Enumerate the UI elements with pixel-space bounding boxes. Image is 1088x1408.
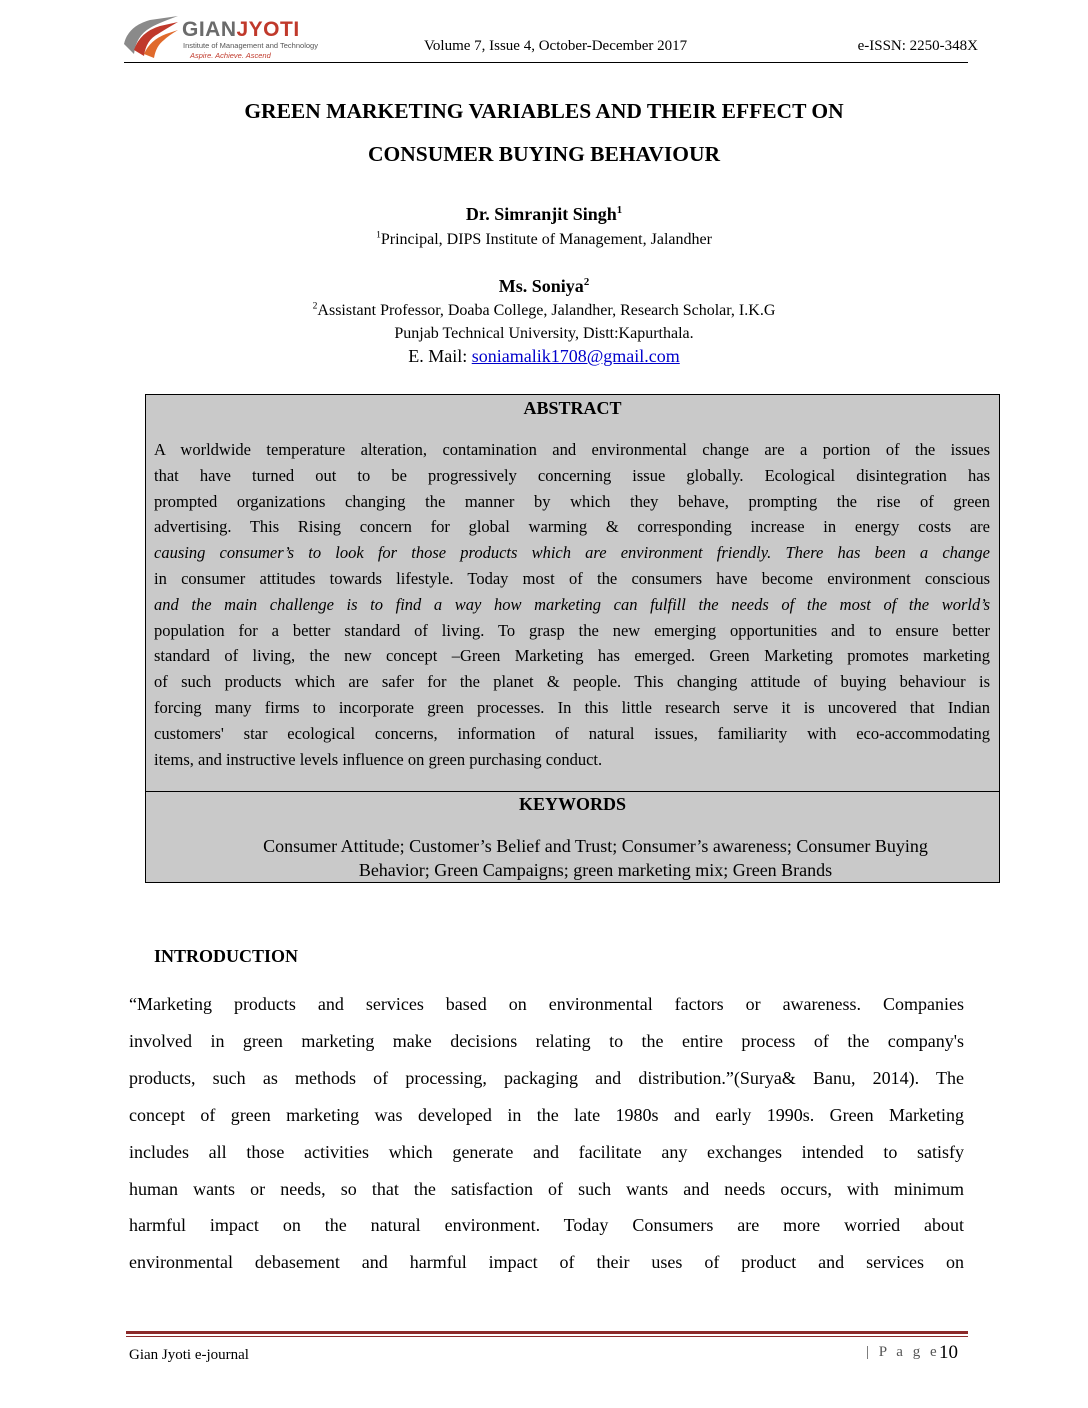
keywords-heading: KEYWORDS: [518, 794, 626, 814]
logo-wordmark: GIANJYOTI: [182, 18, 300, 41]
logo-subtitle: Institute of Management and Technology: [183, 41, 318, 50]
journal-logo: [120, 14, 335, 62]
intro-line: products, such as methods of processing, packaging and distribution.”(Surya& Banu, 2014). The: [129, 1067, 964, 1088]
author-affiliation: $^2$Assistant Professor, Doaba College, Jalandher, Research Scholar, I.K.G: [312, 300, 776, 319]
footer-page-number: 10: [939, 1342, 958, 1363]
intro-line: includes all those activities which generate and facilitate any exchanges intended to satisfy: [129, 1141, 964, 1162]
abstract-line: advertising. This Rising concern for global warming & corresponding increase in energy costs are: [154, 517, 990, 537]
header-issn: e-ISSN: 2250-348X: [857, 38, 978, 54]
footer-divider-thin: [126, 1336, 968, 1337]
intro-line: harmful impact on the natural environment. Today Consumers are more worried about: [129, 1215, 964, 1236]
keywords-line: Consumer Attitude; Customer’s Belief and Trust; Consumer’s awareness; Consumer Buying: [263, 836, 928, 856]
intro-line: environmental debasement and harmful impact of their uses of product and services on: [129, 1252, 964, 1273]
footer-page-label: | P a g e: [866, 1344, 940, 1360]
author-name: Dr. Simranjit Singh$^1$: [465, 204, 623, 224]
abstract-body: [154, 437, 990, 772]
footer-journal-name: Gian Jyoti e-journal: [129, 1347, 249, 1363]
logo-tagline: Aspire. Achieve. Ascend: [190, 51, 271, 60]
intro-line: concept of green marketing was developed in the late 1980s and early 1990s. Green Marketing: [129, 1104, 964, 1125]
abstract-heading: ABSTRACT: [523, 398, 622, 418]
abstract-line: of such products which are safer for the planet & people. This changing attitude of buying behaviour is: [154, 672, 990, 692]
paper-title-line2: CONSUMER BUYING BEHAVIOUR: [367, 142, 720, 166]
introduction-heading: INTRODUCTION: [154, 946, 299, 966]
abstract-line: in consumer attitudes towards lifestyle. Today most of the consumers have become environment conscious: [154, 568, 990, 588]
intro-line: “Marketing products and services based on environmental factors or awareness. Companies: [129, 994, 964, 1014]
abstract-line: standard of living, the new concept –Green Marketing has emerged. Green Marketing promotes marketing: [154, 646, 990, 666]
abstract-line: items, and instructive levels influence on green purchasing conduct.: [154, 749, 603, 769]
author-email: E. Mail: soniamalik1708@gmail.com: [408, 346, 680, 366]
abstract-box: [145, 394, 1000, 883]
introduction-body: [129, 986, 964, 1281]
abstract-line: prompted organizations changing the manner by which they behave, prompting the rise of green: [154, 491, 990, 511]
abstract-line: that have turned out to be progressively concerning issue globally. Ecological disintegration has: [154, 465, 990, 485]
footer-divider-thick: [126, 1331, 968, 1334]
header-divider: [124, 62, 968, 63]
abstract-line: causing consumer’s to look for those products which are environment friendly. There has been a change: [154, 543, 990, 563]
author-name: Ms. Soniya$^2$: [498, 276, 590, 296]
intro-line: involved in green marketing make decisions relating to the entire process of the company's: [129, 1030, 964, 1051]
email-link[interactable]: soniamalik1708@gmail.com: [471, 346, 680, 366]
author-affiliation-cont: Punjab Technical University, Distt:Kapurthala.: [394, 325, 694, 342]
abstract-line: A worldwide temperature alteration, contamination and environmental change are a portion of the issues: [154, 440, 990, 459]
abstract-line: and the main challenge is to find a way how marketing can fulfill the needs of the most of the world’s: [154, 594, 990, 614]
keywords-divider: [146, 791, 999, 792]
abstract-line: population for a better standard of living. To grasp the new emerging opportunities and to ensure better: [154, 620, 990, 640]
header-volume: Volume 7, Issue 4, October-December 2017: [424, 38, 688, 54]
logo-swoosh-icon: [120, 14, 180, 62]
author-affiliation: $^1$Principal, DIPS Institute of Management, Jalandher: [376, 229, 712, 248]
abstract-line: forcing many firms to incorporate green processes. In this little research serve it is uncovered that Indian: [154, 697, 990, 717]
intro-line: human wants or needs, so that the satisfaction of such wants and needs occurs, with minimum: [129, 1178, 964, 1199]
paper-title-line1: GREEN MARKETING VARIABLES AND THEIR EFFECT ON: [244, 99, 844, 123]
abstract-line: customers' star ecological concerns, information of natural issues, familiarity with eco-accommodating: [154, 723, 990, 743]
keywords-body: [196, 834, 995, 882]
keywords-line: Behavior; Green Campaigns; green marketing mix; Green Brands: [358, 860, 833, 880]
